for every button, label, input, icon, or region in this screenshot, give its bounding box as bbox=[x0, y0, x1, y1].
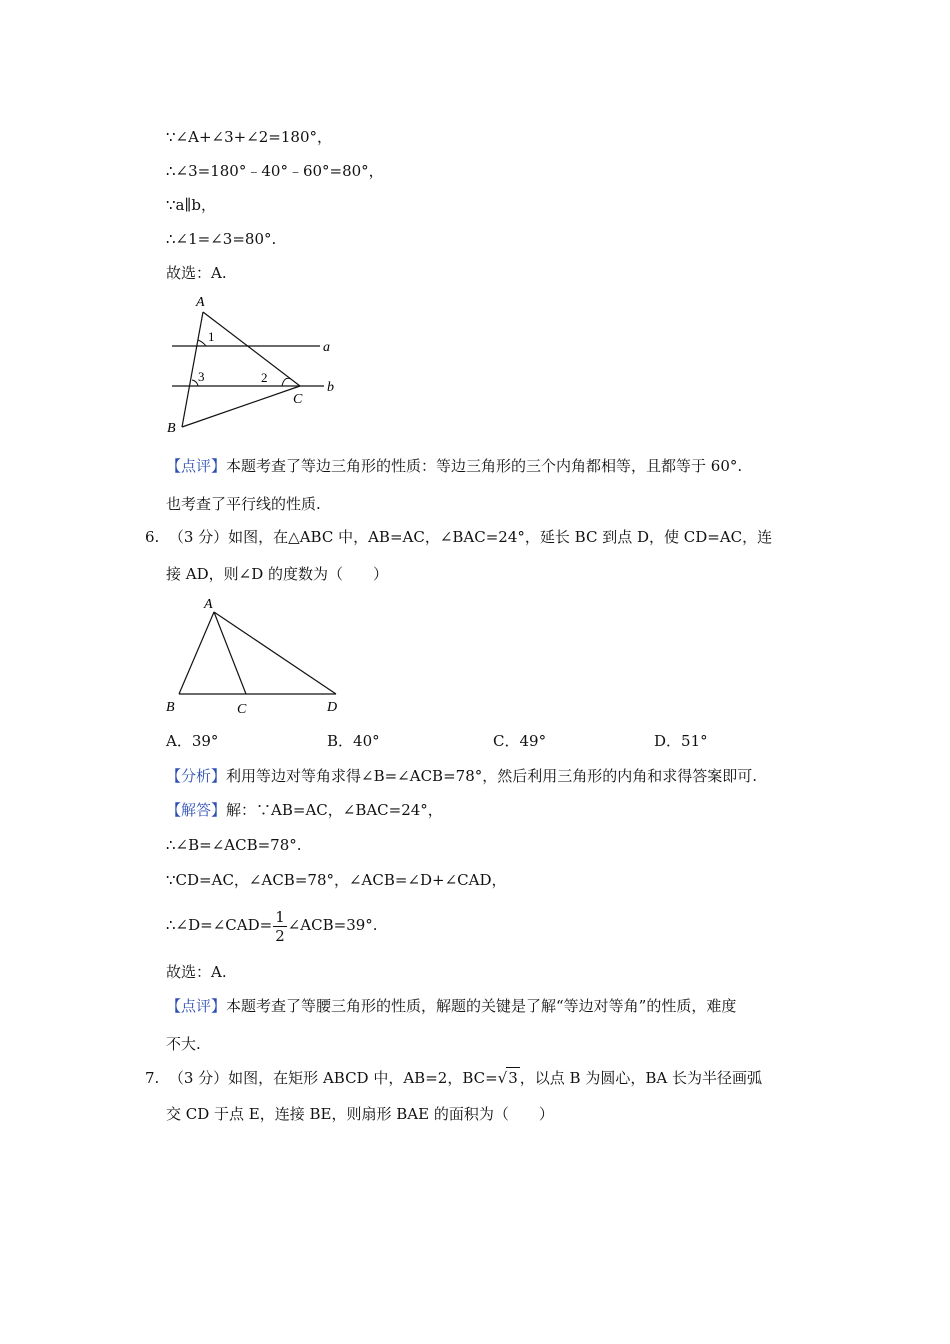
question-6-line-1 bbox=[145, 527, 772, 547]
angle-1-arc bbox=[198, 340, 206, 346]
review-tag: 【点评】 bbox=[166, 997, 227, 1015]
question-7-line-1 bbox=[145, 1067, 762, 1088]
segment-ad bbox=[214, 612, 336, 694]
question-7-line-2: 交 CD 于点 E，连接 BE，则扇形 BAE 的面积为（ ） bbox=[166, 1105, 554, 1123]
segment-bc bbox=[182, 386, 300, 427]
analysis-text: 利用等边对等角求得∠B=∠ACB=78°，然后利用三角形的内角和求得答案即可. bbox=[226, 767, 758, 785]
segment-ac bbox=[203, 312, 300, 386]
analysis-tag: 【分析】 bbox=[166, 767, 227, 785]
question-number: 6. bbox=[145, 528, 160, 546]
segment-ac bbox=[214, 612, 246, 694]
answer-text: ∴∠D=∠CAD= bbox=[166, 916, 273, 934]
solution-line: ∴∠1=∠3=80°. bbox=[166, 230, 277, 248]
label-a-vertex: A bbox=[196, 295, 205, 310]
review-line: 不大. bbox=[166, 1035, 201, 1053]
answer-text: 解：∵AB=AC，∠BAC=24°， bbox=[226, 801, 443, 819]
solution-line: ∵∠A+∠3+∠2=180°， bbox=[166, 128, 333, 146]
review-line bbox=[166, 996, 736, 1016]
question-text: ，以点 B 为圆心，BA 长为半径画弧 bbox=[519, 1069, 762, 1087]
question-text: （3 分）如图，在矩形 ABCD 中，AB=2，BC= bbox=[168, 1069, 498, 1087]
review-line: 也考查了平行线的性质. bbox=[166, 495, 321, 513]
review-line bbox=[166, 456, 742, 476]
answer-line: 故选：A. bbox=[166, 963, 227, 981]
label-d-vertex: D bbox=[327, 700, 338, 715]
segment-ab bbox=[179, 612, 214, 694]
option-d[interactable]: D．51° bbox=[654, 732, 708, 750]
label-b-vertex: B bbox=[166, 700, 175, 715]
review-text: 本题考查了等边三角形的性质：等边三角形的三个内角都相等，且都等于 60°. bbox=[226, 457, 743, 475]
option-b[interactable]: B．40° bbox=[327, 732, 380, 750]
analysis-line bbox=[166, 766, 757, 786]
answer-line bbox=[166, 800, 443, 820]
answer-text: ∠ACB=39°. bbox=[287, 916, 378, 934]
option-a[interactable]: A．39° bbox=[166, 732, 219, 750]
label-angle-2: 2 bbox=[261, 370, 268, 385]
option-c[interactable]: C．49° bbox=[493, 732, 547, 750]
label-c-vertex: C bbox=[293, 392, 303, 407]
label-c-vertex: C bbox=[237, 702, 247, 717]
review-text: 本题考查了等腰三角形的性质，解题的关键是了解“等边对等角”的性质，难度 bbox=[226, 997, 737, 1015]
fraction-one-half: $\frac{1}{2}$ bbox=[275, 907, 285, 945]
sqrt-symbol: √ bbox=[497, 1069, 508, 1087]
question-number: 7. bbox=[145, 1069, 160, 1087]
answer-tag: 【解答】 bbox=[166, 801, 227, 819]
review-tag: 【点评】 bbox=[166, 457, 227, 475]
answer-line: ∴∠B=∠ACB=78°. bbox=[166, 836, 302, 854]
label-line-b: b bbox=[327, 380, 334, 395]
figure-parallel-lines-triangle bbox=[160, 290, 360, 440]
angle-2-arc bbox=[282, 378, 291, 386]
label-b-vertex: B bbox=[167, 421, 176, 436]
question-6-line-2: 接 AD，则∠D 的度数为（ ） bbox=[166, 565, 388, 583]
label-angle-1: 1 bbox=[208, 329, 215, 344]
answer-line-fraction bbox=[166, 906, 378, 945]
label-a-vertex: A bbox=[204, 597, 213, 612]
question-text: （3 分）如图，在△ABC 中，AB=AC，∠BAC=24°，延长 BC 到点 D，使 CD=AC，连 bbox=[168, 528, 773, 546]
solution-line: ∵a∥b， bbox=[166, 196, 217, 214]
solution-line: 故选：A. bbox=[166, 264, 227, 282]
figure-triangle-abd bbox=[160, 592, 360, 722]
sqrt-radicand: 3 bbox=[508, 1069, 518, 1087]
label-angle-3: 3 bbox=[198, 369, 205, 384]
label-line-a: a bbox=[323, 340, 330, 355]
solution-line: ∴∠3=180°﹣40°﹣60°=80°， bbox=[166, 162, 384, 180]
answer-line: ∵CD=AC，∠ACB=78°，∠ACB=∠D+∠CAD， bbox=[166, 871, 507, 889]
